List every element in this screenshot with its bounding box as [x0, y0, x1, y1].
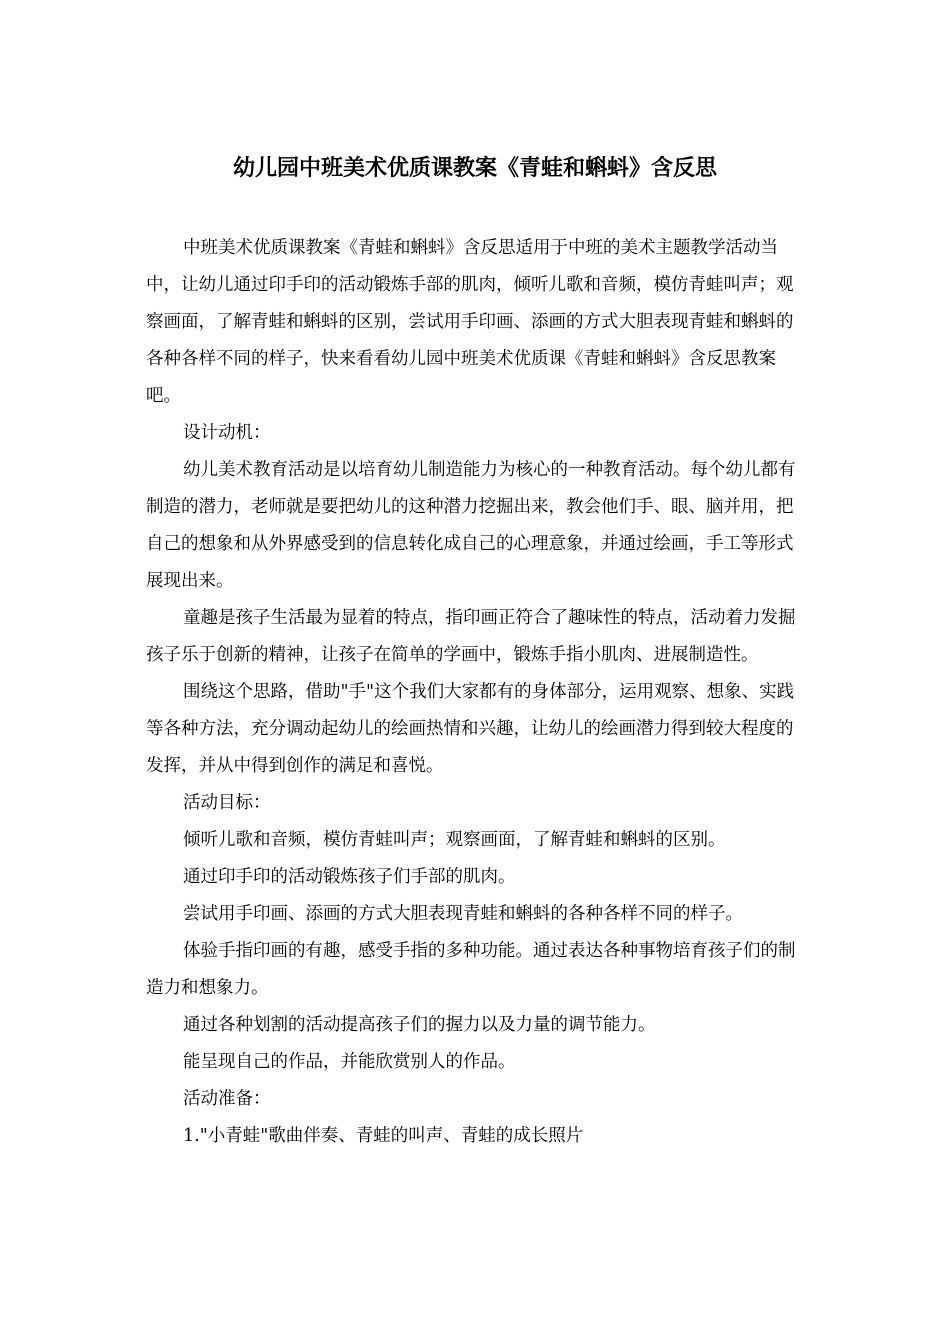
paragraph: 围绕这个思路，借助"手"这个我们大家都有的身体部分，运用观察、想象、实践等各种方法，充分调动起幼儿的绘画热情和兴趣，让幼儿的绘画潜力得到较大程度的发挥，并从中得到创作的满足和喜悦。	[146, 682, 795, 776]
section-heading-activity-goals: 活动目标：	[183, 793, 271, 813]
section-heading-activity-preparation: 活动准备：	[183, 1089, 271, 1109]
document-title: 幼儿园中班美术优质课教案《青蛙和蝌蚪》含反思	[232, 156, 717, 181]
intro-paragraph: 中班美术优质课教案《青蛙和蝌蚪》含反思适用于中班的美术主题教学活动当中，让幼儿通过印手印的活动锻炼手部的肌肉，倾听儿歌和音频，模仿青蛙叫声；观察画面，了解青蛙和蝌蚪的区别，尝试用手印画、添画的方式大胆表现青蛙和蝌蚪的各种各样不同的样子，快来看看幼儿园中班美术优质课《青蛙和蝌蚪》含反思教案吧。	[146, 238, 794, 406]
goal-item: 通过各种划割的活动提高孩子们的握力以及力量的调节能力。	[183, 1015, 656, 1035]
document-body	[146, 230, 810, 1155]
section-heading-design-motivation: 设计动机：	[183, 423, 271, 443]
preparation-item: 1."小青蛙"歌曲伴奏、青蛙的叫声、青蛙的成长照片	[183, 1126, 584, 1146]
goal-item: 倾听儿歌和音频，模仿青蛙叫声；观察画面，了解青蛙和蝌蚪的区别。	[183, 830, 726, 850]
paragraph: 幼儿美术教育活动是以培育幼儿制造能力为核心的一种教育活动。每个幼儿都有制造的潜力，老师就是要把幼儿的这种潜力挖掘出来，教会他们手、眼、脑并用，把自己的想象和从外界感受到的信息转化成自己的心理意象，并通过绘画，手工等形式展现出来。	[146, 460, 796, 591]
goal-item: 体验手指印画的有趣，感受手指的多种功能。通过表达各种事物培育孩子们的制造力和想象力。	[146, 941, 796, 998]
goal-item: 能呈现自己的作品，并能欣赏别人的作品。	[183, 1052, 516, 1072]
goal-item: 尝试用手印画、添画的方式大胆表现青蛙和蝌蚪的各种各样不同的样子。	[183, 904, 743, 924]
paragraph: 童趣是孩子生活最为显着的特点，指印画正符合了趣味性的特点，活动着力发掘孩子乐于创新的精神，让孩子在简单的学画中，锻炼手指小肌肉、进展制造性。	[146, 608, 796, 665]
goal-item: 通过印手印的活动锻炼孩子们手部的肌肉。	[183, 867, 516, 887]
